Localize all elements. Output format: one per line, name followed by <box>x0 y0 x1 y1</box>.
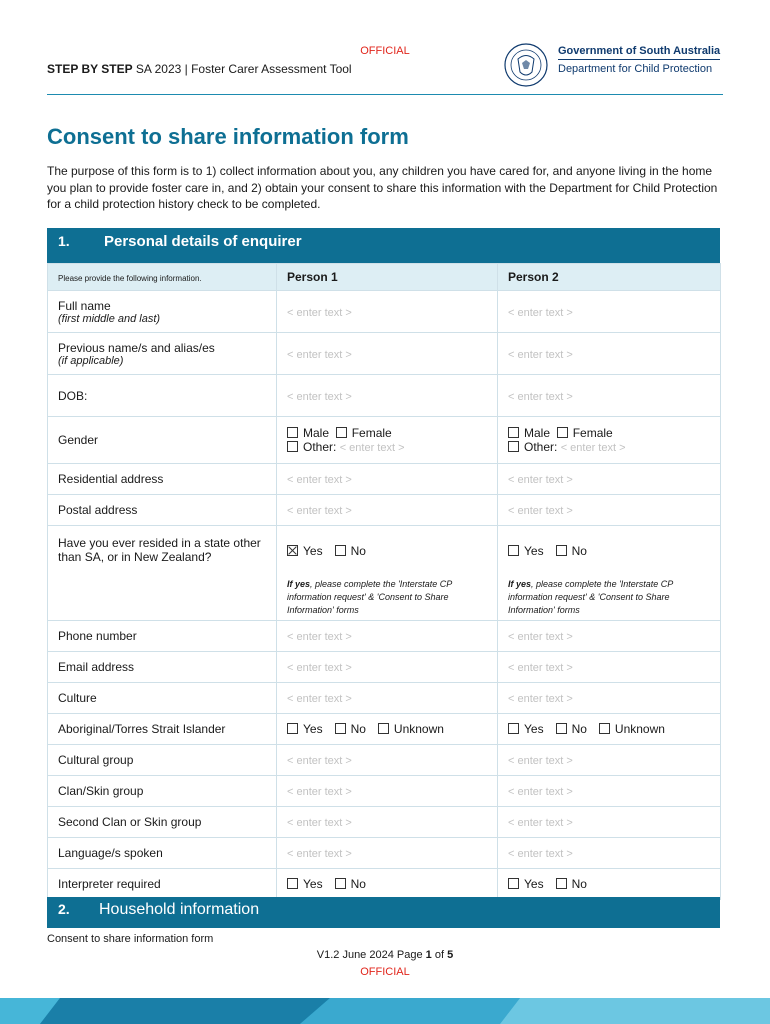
gender-label: Gender <box>58 433 99 447</box>
cultural-group-label: Cultural group <box>58 753 134 767</box>
classification-top: OFFICIAL <box>360 45 410 57</box>
culture-label: Culture <box>58 691 97 705</box>
note-bold: If yes <box>508 579 532 589</box>
postal-input-p2[interactable]: < enter text > <box>508 505 573 517</box>
gender-male-checkbox-p2[interactable] <box>508 427 519 438</box>
residential-label: Residential address <box>58 472 164 486</box>
note-rest: , please complete the 'Interstate CP information request' & 'Consent to Share Information' forms <box>287 579 452 615</box>
section-1-title: Personal details of enquirer <box>104 233 302 250</box>
note-bold: If yes <box>287 579 311 589</box>
gender-male-label: Male <box>303 426 330 440</box>
full-name-input-p2[interactable]: < enter text > <box>508 306 573 319</box>
resided-yes-label: Yes <box>303 544 323 558</box>
header-divider <box>47 94 723 95</box>
phone-label: Phone number <box>58 629 137 643</box>
table-row <box>48 683 721 714</box>
phone-input-p2[interactable]: < enter text > <box>508 631 573 643</box>
department-name: Department for Child Protection <box>558 63 713 75</box>
footer-page-current: 1 <box>425 949 432 961</box>
language-label: Language/s spoken <box>58 846 163 860</box>
government-name: Government of South Australia <box>558 45 721 57</box>
aboriginal-label: Aboriginal/Torres Strait Islander <box>58 722 226 736</box>
footer-page-word: Page <box>396 949 423 961</box>
table-row <box>48 807 721 838</box>
gender-other-input-p2[interactable]: < enter text > <box>560 442 626 454</box>
header-note: Please provide the following information. <box>58 274 202 283</box>
clan-label: Clan/Skin group <box>58 784 144 798</box>
dob-label: DOB: <box>58 388 88 403</box>
table-row <box>48 838 721 869</box>
dob-input-p2[interactable]: < enter text > <box>508 390 573 403</box>
section-1-number: 1. <box>58 233 70 249</box>
aboriginal-yes-checkbox-p2[interactable] <box>508 723 519 734</box>
second-clan-input-p1[interactable]: < enter text > <box>287 817 352 829</box>
table-row <box>48 745 721 776</box>
footer-form-name: Consent to share information form <box>47 933 214 945</box>
section-2-header <box>47 897 720 928</box>
interpreter-yes-checkbox-p2[interactable] <box>508 878 519 889</box>
aboriginal-unknown-checkbox-p1[interactable] <box>378 723 389 734</box>
language-input-p1[interactable]: < enter text > <box>287 848 352 860</box>
table-row <box>48 417 721 464</box>
resided-yes-checkbox-p1[interactable] <box>287 545 298 556</box>
footer-of-word: of <box>434 949 445 961</box>
interpreter-yes-checkbox-p1[interactable] <box>287 878 298 889</box>
gender-other-label: Other: <box>303 440 337 454</box>
note-rest: , please complete the 'Interstate CP information request' & 'Consent to Share Information' forms <box>508 579 673 615</box>
dob-input-p1[interactable]: < enter text > <box>287 390 352 403</box>
previous-names-label: Previous name/s and alias/es <box>58 340 215 355</box>
aboriginal-unknown-checkbox-p2[interactable] <box>599 723 610 734</box>
gender-female-label: Female <box>351 426 392 440</box>
email-label: Email address <box>58 660 135 674</box>
aboriginal-unknown-label: Unknown <box>393 722 444 736</box>
previous-names-input-p2[interactable]: < enter text > <box>508 348 573 361</box>
language-input-p2[interactable]: < enter text > <box>508 848 573 860</box>
person-2-header: Person 2 <box>508 270 559 284</box>
email-input-p1[interactable]: < enter text > <box>287 662 352 674</box>
aboriginal-yes-checkbox-p1[interactable] <box>287 723 298 734</box>
resided-no-checkbox-p2[interactable] <box>556 545 567 556</box>
table-row <box>48 869 721 900</box>
gender-female-checkbox-p1[interactable] <box>336 427 347 438</box>
interpreter-yes-label: Yes <box>303 877 323 891</box>
section-2-number: 2. <box>58 901 70 917</box>
second-clan-label: Second Clan or Skin group <box>58 815 202 829</box>
footer-decorative-band <box>0 998 770 1024</box>
gender-male-label: Male <box>524 426 551 440</box>
full-name-label: Full name <box>58 298 111 313</box>
table-row <box>48 776 721 807</box>
gender-female-label: Female <box>572 426 613 440</box>
resided-no-checkbox-p1[interactable] <box>335 545 346 556</box>
phone-input-p1[interactable]: < enter text > <box>287 631 352 643</box>
person-1-header: Person 1 <box>287 270 338 284</box>
culture-input-p1[interactable]: < enter text > <box>287 693 352 705</box>
interpreter-label: Interpreter required <box>58 877 161 891</box>
residential-input-p1[interactable]: < enter text > <box>287 474 352 486</box>
clan-input-p1[interactable]: < enter text > <box>287 786 352 798</box>
footer-page-total: 5 <box>447 949 454 961</box>
classification-bottom: OFFICIAL <box>360 966 410 978</box>
gender-female-checkbox-p2[interactable] <box>557 427 568 438</box>
gender-male-checkbox-p1[interactable] <box>287 427 298 438</box>
previous-names-sublabel: (if applicable) <box>58 354 124 367</box>
resided-note-p1 <box>287 578 487 617</box>
aboriginal-no-checkbox-p2[interactable] <box>556 723 567 734</box>
section-2-title: Household information <box>99 901 260 918</box>
resided-no-label: No <box>350 544 366 558</box>
personal-details-table <box>47 263 721 900</box>
dept-divider <box>558 59 720 60</box>
interpreter-no-label: No <box>350 877 366 891</box>
intro-paragraph: The purpose of this form is to 1) collect information about you, any children you have cared for, and anyone living in the home you plan to provide foster care in, and 2) obtain your consent to share this information with the Department for Child Protection for a child protection history check to be completed. <box>47 164 718 211</box>
table-row <box>48 464 721 495</box>
table-row <box>48 652 721 683</box>
table-row <box>48 714 721 745</box>
gender-other-label: Other: <box>524 440 558 454</box>
resided-note-p2 <box>508 578 710 617</box>
gender-other-checkbox-p1[interactable] <box>287 441 298 452</box>
aboriginal-unknown-label: Unknown <box>614 722 665 736</box>
resided-yes-checkbox-p2[interactable] <box>508 545 519 556</box>
footer-page-info <box>0 949 770 961</box>
table-row <box>48 495 721 526</box>
aboriginal-no-checkbox-p1[interactable] <box>335 723 346 734</box>
section-1-header <box>47 228 720 263</box>
aboriginal-no-label: No <box>350 722 366 736</box>
south-australia-crest-icon <box>503 42 549 88</box>
footer-version: V1.2 June 2024 <box>316 949 394 961</box>
aboriginal-yes-label: Yes <box>303 722 323 736</box>
table-row <box>48 333 721 375</box>
culture-input-p2[interactable]: < enter text > <box>508 693 573 705</box>
interpreter-no-label: No <box>571 877 587 891</box>
resided-no-label: No <box>571 544 587 558</box>
postal-label: Postal address <box>58 503 138 517</box>
table-row <box>48 621 721 652</box>
cultural-group-input-p2[interactable]: < enter text > <box>508 755 573 767</box>
aboriginal-yes-label: Yes <box>524 722 544 736</box>
full-name-input-p1[interactable]: < enter text > <box>287 306 352 319</box>
table-row <box>48 375 721 417</box>
gender-other-checkbox-p2[interactable] <box>508 441 519 452</box>
aboriginal-no-label: No <box>571 722 587 736</box>
table-row <box>48 291 721 333</box>
resided-label: Have you ever resided in a state other than SA, or in New Zealand? <box>58 536 261 564</box>
page-title: Consent to share information form <box>47 124 409 149</box>
series-bold: STEP BY STEP <box>47 62 133 76</box>
full-name-sublabel: (first middle and last) <box>58 312 161 325</box>
series-rest: SA 2023 | Foster Carer Assessment Tool <box>132 62 352 76</box>
gender-other-input-p1[interactable]: < enter text > <box>339 442 405 454</box>
interpreter-no-checkbox-p2[interactable] <box>556 878 567 889</box>
document-series <box>47 62 352 76</box>
resided-yes-label: Yes <box>524 544 544 558</box>
email-input-p2[interactable]: < enter text > <box>508 662 573 674</box>
interpreter-yes-label: Yes <box>524 877 544 891</box>
previous-names-input-p1[interactable]: < enter text > <box>287 348 352 361</box>
residential-input-p2[interactable]: < enter text > <box>508 474 573 486</box>
table-row <box>48 526 721 621</box>
table-header-row <box>48 264 721 291</box>
second-clan-input-p2[interactable]: < enter text > <box>508 817 573 829</box>
interpreter-no-checkbox-p1[interactable] <box>335 878 346 889</box>
cultural-group-input-p1[interactable]: < enter text > <box>287 755 352 767</box>
postal-input-p1[interactable]: < enter text > <box>287 505 352 517</box>
clan-input-p2[interactable]: < enter text > <box>508 786 573 798</box>
